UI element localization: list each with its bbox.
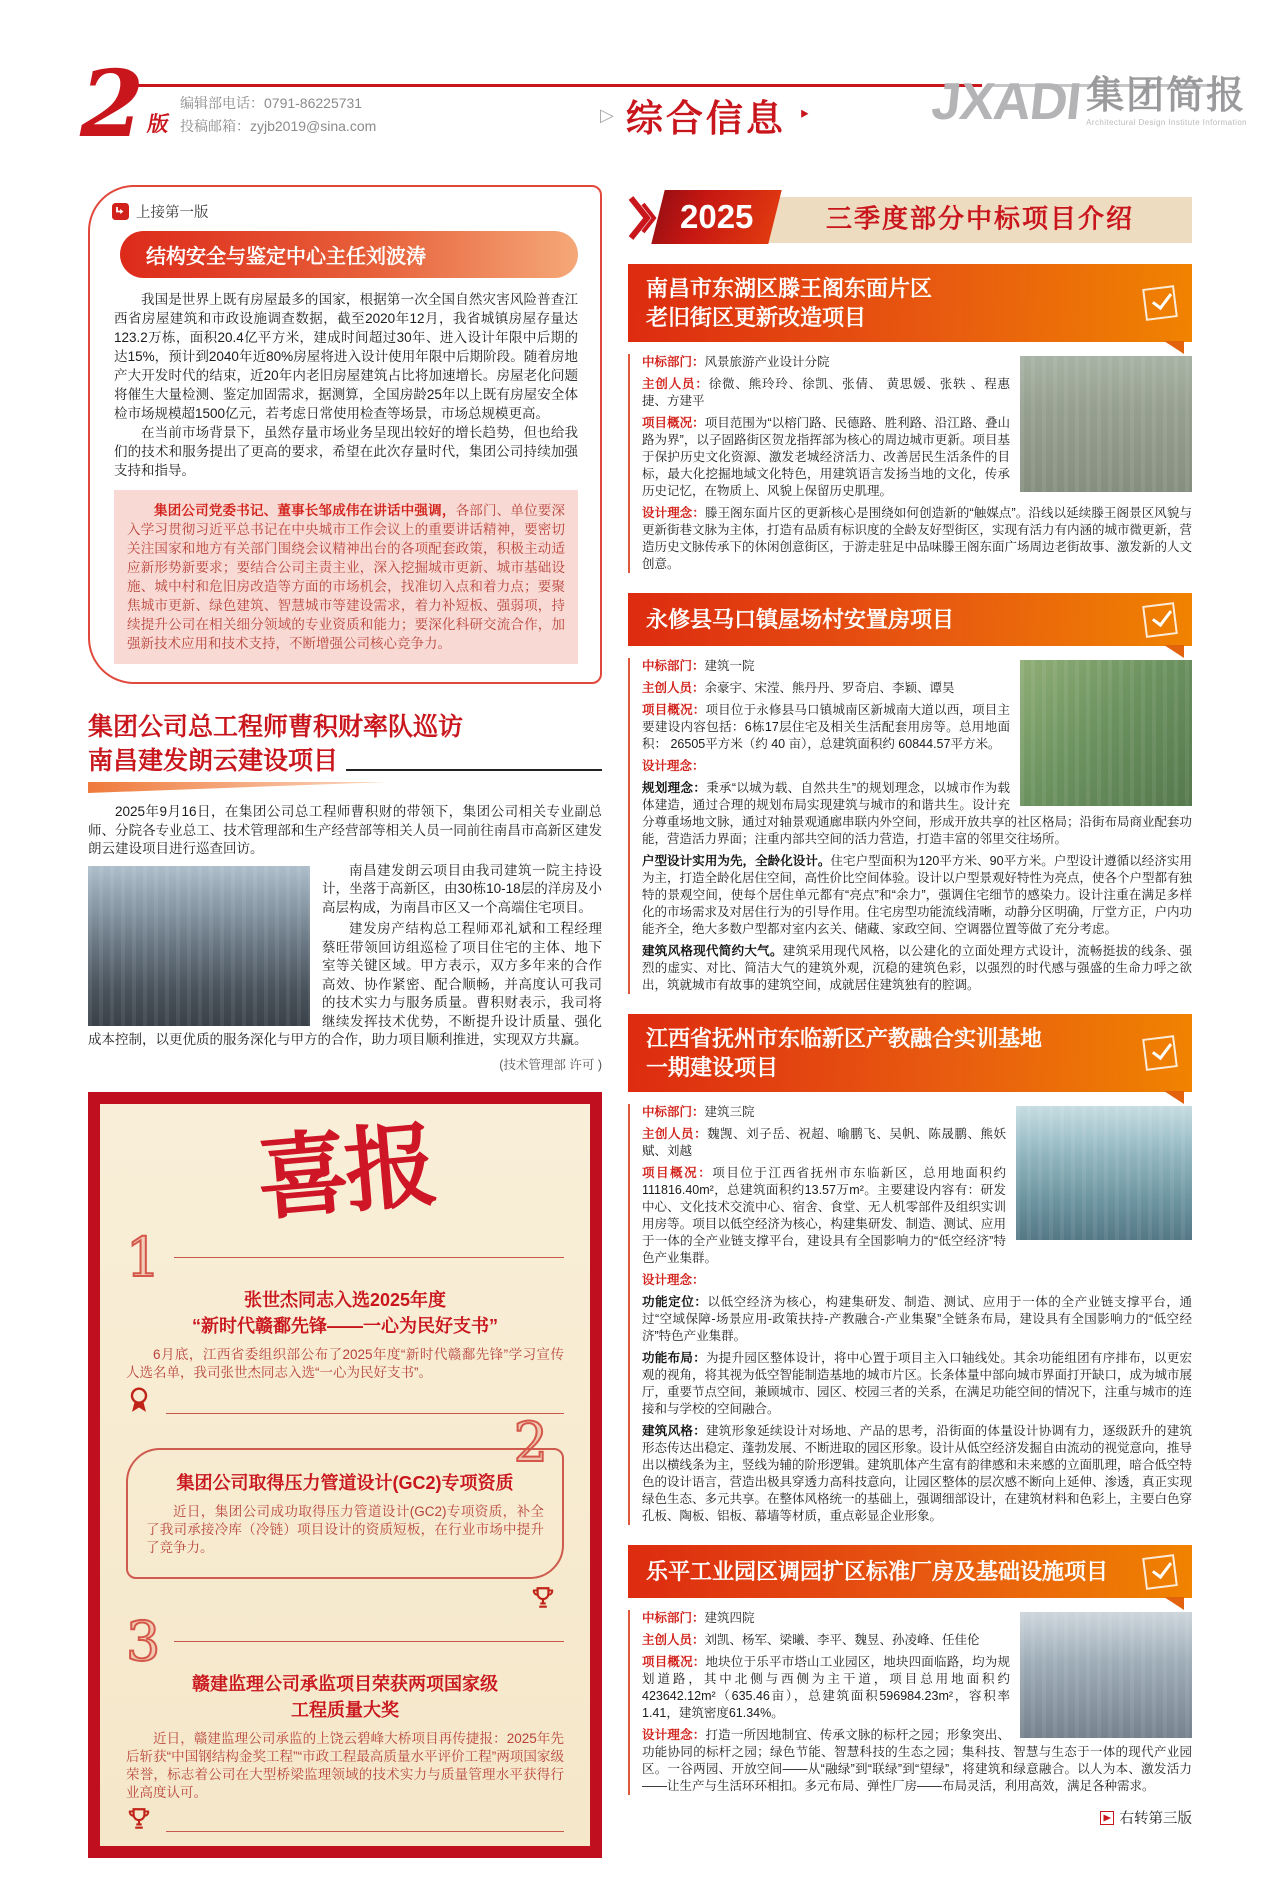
year-badge [651, 190, 782, 244]
article2-byline: (技术管理部 许可 ) [499, 1057, 602, 1072]
item-number: 2 [513, 1410, 548, 1474]
checkbox-icon [1142, 602, 1178, 638]
project3-concept-text: 为提升园区整体设计，将中心置于项目主入口轴线处。其余功能组团有序排布，以更宏观的视角，将其视为低空智能制造基地的城市片区。长条体量中部向城市界面打开缺口，成为城市展厅，重要节点空间，兼顾城市、园区、校园三者的关系，在满足功能空间的情况下，注重与城市的连接和与学校的空间融合。 [642, 1351, 1193, 1416]
triangle-icon: ▷ [600, 104, 614, 125]
concept-sublead: 建筑风格： [642, 1424, 706, 1438]
dept-label: 中标部门： [642, 1611, 705, 1625]
team-label: 主创人员： [642, 1127, 708, 1141]
project1-concept: 滕王阁东面片区的更新核心是围绕如何创造新的“触媒点”。沿线以延续滕王阁景区风貌与更新街巷文脉为主体，打造有品质有标识度的全龄友好型街区，实现有活力有内涵的城市微更新，营造历史文脉传承下的休闲创意街区，于游走驻足中品味滕王阁东面广场周边老街故事、激发新的人文创意。 [642, 506, 1193, 571]
concept-sublead: 功能布局： [642, 1351, 706, 1365]
article2-paragraph: 南昌建发朗云项目由我司建筑一院主持设计，坐落于高新区，由30栋10-18层的洋房及小高层构成，为南昌市区又一个高端住宅项目。 [322, 862, 602, 915]
item3-title-line1: 赣建监理公司承监项目荣获两项国家级 [192, 1673, 498, 1694]
concept-label: 设计理念： [642, 1728, 706, 1742]
project3-banner [628, 1014, 1192, 1092]
item1-number-row [126, 1225, 564, 1289]
item2-title: 集团公司取得压力管道设计(GC2)专项资质 [176, 1472, 514, 1493]
site-visit-photo [88, 866, 310, 1026]
project3-title-line2: 一期建设项目 [646, 1055, 779, 1080]
section-title-mark-icon: ‣ [797, 102, 811, 127]
email-label: 投稿邮箱： [180, 118, 250, 134]
project2-concept-text: 住宅户型面积为120平方米、90平方米。户型设计遵循以经济实用为主，打造全龄化居住空间，高性价比空间体验。设计以户型景观好特性为亮点，使各个户型都有独特的景观空间，使每个居住单元都有“亮点”和“余力”，强调住宅细节的感染力。设计注重在满足多样化的市场需求及对居住行为的引导作用。住宅房型功能流线清晰，动静分区明确，厅堂方正，户内功能齐全，绝大多数户型都对室内玄关、储藏、家政空间、空调器位置等做了充分考虑。 [642, 854, 1193, 936]
return-arrow-icon [112, 203, 129, 220]
item3-body: 近日，赣建监理公司承监的上饶云碧峰大桥项目再传捷报：2025年先后斩获“中国钢结构金奖工程”“市政工程最高质量水平评价工程”两项国家级荣誉，标志着公司在大型桥梁监理领域的技术实力与质量管理水平获得行业高度认可。 [126, 1730, 564, 1800]
project4-dept: 建筑四院 [704, 1611, 755, 1625]
concept-sublead: 建筑风格现代简约大气。 [642, 944, 783, 958]
divider-rule [166, 1413, 564, 1414]
submission-email-line [180, 115, 376, 138]
project1-info [628, 354, 1192, 573]
right-column [628, 190, 1192, 1828]
article2-title-line2: 南昌建发朗云建设项目 [88, 747, 339, 775]
project2-dept: 建筑一院 [704, 659, 755, 673]
year-text: 2025 [680, 198, 754, 235]
concept-label: 设计理念： [642, 1273, 705, 1287]
good-news-item-2 [126, 1410, 564, 1579]
article1-paragraph: 我国是世界上既有房屋最多的国家，根据第一次全国自然灾害风险普查江西省房屋建筑和市政设施调查数据，截至2020年12月，我省城镇房屋存量达123.2万栋，面积20.4亿平方米，建成时间超过30年、进入设计年限中后期的达15%，预计到2040年近80%房屋将进入设计使用年限中后期阶段。随着房地产大开发时代的结束，近20年内老旧房屋建筑占比将加速增长。房屋老化问题将催生大量检测、鉴定加固需求，据测算，全国房龄25年以上既有房屋安全体检市场规模超1500亿元，若考虑日常使用检查等场景，市场总规模更高。 [114, 292, 578, 421]
concept-label: 设计理念： [642, 506, 705, 520]
team-label: 主创人员： [642, 681, 705, 695]
project4-concept: 打造一所因地制宜、传承文脉的标杆之园；形象突出、功能协同的标杆之园；绿色节能、智慧科技的生态之园；集科技、智慧与生态于一体的现代产业园区。一谷两园、开放空间——从“融绿”到“联绿”到“望绿”，将建筑和绿意融合。以人为本、激发活力——让生产与生活环环相扣。多元布局、弹性厂房——布局灵活，利用高效，满足各种需求。 [642, 1728, 1192, 1793]
project4-info [628, 1610, 1192, 1795]
dept-label: 中标部门： [642, 659, 705, 673]
divider-rule [174, 1257, 564, 1258]
pointing-hand-icon [1100, 1811, 1114, 1825]
overview-label: 项目概况： [642, 1655, 706, 1669]
project2-title: 永修县马口镇屋场村安置房项目 [646, 607, 955, 632]
article2-title-line1: 集团公司总工程师曹积财率队巡访 [88, 713, 464, 741]
phone-value: 0791-86225731 [264, 95, 363, 111]
quote-body: 各部门、单位要深入学习贯彻习近平总书记在中央城市工作会议上的重要讲话精神，要密切关注国家和地方有关部门围绕会议精神出台的各项配套政策，积极主动适应新形势新要求；要结合公司主责主业，深入挖掘城市更新、城市基础设施、城中村和危旧房改造等方面的市场机会，找准切入点和着力点；要聚焦城市更新、绿色建筑、智慧城市等建设需求，着力补短板、强弱项，持续提升公司在相关细分领域的专业资质和能力；要深化科研交流合作，加强新技术应用和技术支持，不断增强公司核心竞争力。 [127, 503, 566, 651]
logo-jxadi-text: JXADI [928, 73, 1084, 131]
project1-title-line1: 南昌市东湖区滕王阁东面片区 [646, 276, 933, 301]
project3-overview: 项目位于江西省抚州市东临新区，总用地面积约111816.40m²，总建筑面积约13.57万m²。主要建设内容有：研发中心、文化技术交流中心、宿舍、食堂、无人机零部件及组织实训用房等。项目以低空经济为核心，构建集研发、制造、测试、应用于一体的全产业链支撑平台，建设具有全国影响力的“低空经济”特色产业集群。 [642, 1166, 1006, 1265]
bid-projects-header [628, 190, 1192, 244]
item3-number-row [126, 1609, 564, 1673]
turn-to-page-three-label: 右转第三版 [1119, 1811, 1192, 1827]
project1-dept: 风景旅游产业设计分院 [704, 355, 830, 369]
good-news-title: 喜报 [252, 1110, 438, 1234]
project1-title-line2: 老旧街区更新改造项目 [646, 305, 867, 330]
quote-lead: 集团公司党委书记、董事长邹成伟在讲话中强调， [154, 503, 456, 518]
good-news-board [88, 1092, 602, 1858]
masthead-logo [928, 73, 1248, 131]
team-label: 主创人员： [642, 377, 709, 391]
article2-paragraph: 建发房产结构总工程师邓礼斌和工程经理蔡旺带领回访组巡检了项目住宅的主体、地下室等关键区域。甲方表示，双方多年来的合作高效、协作紧密、配合顺畅，并高度认可我司的技术实力与服务质量。曹积财表示，我司将继续发挥技术优势，不断提升设计质量、强化成本控制，以更优质的服务深化与甲方的合作，助力项目顺利推进，实现双方共赢。 [88, 921, 602, 1047]
project4-photo [1020, 1612, 1192, 1738]
item3-title-line2: 工程质量大奖 [291, 1699, 399, 1720]
trophy-icon [126, 1806, 152, 1832]
trophy-icon [530, 1585, 556, 1611]
item2-trophy-row [126, 1585, 556, 1611]
concept-sublead: 功能定位： [642, 1295, 708, 1309]
item2-body: 近日，集团公司成功取得压力管道设计(GC2)专项资质，补全了我司承接冷库（冷链）项目设计的资质短板，在行业市场中提升了竞争力。 [146, 1503, 544, 1555]
item1-title [126, 1287, 564, 1339]
title-swoosh-decoration [88, 782, 388, 793]
item1-body: 6月底，江西省委组织部公布了2025年度“新时代赣鄱先锋”学习宣传人选名单，我司张世杰同志入选“一心为民好支书”。 [126, 1346, 564, 1380]
good-news-item-3 [126, 1609, 564, 1832]
project2-concept-text: 建筑采用现代风格，以公建化的立面处理方式设计，流畅挺拔的线条、强烈的虚实、对比、简洁大气的建筑外观，沉稳的建筑色彩，以强烈的时代感与强盛的生命力呼之欲出，筑就城市有故事的建筑空间，成就居住建筑独有的腔调。 [642, 944, 1192, 992]
project4-team: 刘凯、杨军、梁曦、李平、魏昱、孙凌峰、任佳伦 [704, 1633, 980, 1647]
project3-dept: 建筑三院 [704, 1105, 755, 1119]
continued-article-box [88, 185, 602, 684]
good-news-item-1 [126, 1225, 564, 1414]
title-underline [346, 769, 602, 771]
article2-body [88, 803, 602, 1074]
project3-concept-text: 建筑形象延续设计对场地、产品的思考，沿街面的体量设计协调有力，逐级跃升的建筑形态传达出稳定、蓬勃发展、不断进取的园区形象。设计从低空经济发掘自由流动的视觉意向，推导出以横线条为主，竖线为辅的阶形逻辑。建筑肌体产生富有韵律感和未来感的立面肌理，暗合低空特色的设计语言，营造出极具穿透力高科技意向，让园区整体的层次感不断向上延伸、渗透，真正实现绿色生态、多元共享。在整体风格统一的基础上，强调细部设计，在建筑材料和色彩上，主要白色穿孔板、陶板、铝板、幕墙等材质，重点彰显企业形象。 [642, 1424, 1193, 1523]
concept-label: 设计理念： [642, 759, 705, 773]
project2-overview: 项目位于永修县马口镇城南区新城南大道以西，项目主要建设内容包括：6栋17层住宅及相关生活配套用房等。总用地面积： 26505平方米（约 40 亩），总建筑面积约 60844.57平方米。 [642, 703, 1010, 751]
article2-paragraph: 2025年9月16日，在集团公司总工程师曹积财的带领下，集团公司相关专业副总师、分院各专业总工、技术管理部和生产经营部等相关人员一同前往南昌市高新区建发朗云建设项目进行巡查回访。 [88, 804, 602, 856]
project1-overview: 项目范围为“以榕门路、民德路、胜利路、沿江路、叠山路为界”，以子固路街区贺龙指挥部为核心的周边城市更新。项目基于保护历史文化资源、激发老城经济活力、改善居民生活条件的目标，最大化挖掘地域文化特色，用建筑语言发扬当地的文化，传承历史记忆，在物质上、风貌上保留历史肌理。 [642, 416, 1010, 498]
speaker-banner: 结构安全与鉴定中心主任刘波涛 [120, 231, 578, 278]
divider-rule [174, 1641, 564, 1642]
project2-photo [1020, 660, 1192, 806]
dept-label: 中标部门： [642, 1105, 705, 1119]
logo-cn-wrap [1086, 76, 1247, 127]
page-number-label: 版 [145, 113, 171, 136]
medal-icon [126, 1386, 152, 1414]
item1-title-line1: 张世杰同志入选2025年度 [243, 1289, 447, 1310]
chairman-quote-box [114, 490, 578, 664]
project2-concept-text: 秉承“以城为载、自然共生”的规划理念，以城市作为载体建造，通过合理的规划布局实现建筑与城市的和谐共生。设计充分尊重场地文脉，通过对轴景观通廊串联内外空间，形成开放共享的社区格局；沿街布局商业配套功能，营造活力界面；注重内部共空间的活力营造，打造丰富的邻里交往场所。 [642, 781, 1193, 846]
project3-concept-text: 以低空经济为核心，构建集研发、制造、测试、应用于一体的全产业链支撑平台，通过“空域保障-场景应用-政策扶持-产教融合-产业集聚”全链条布局，建设具有全国影响力的“低空经济”特色产业集群。 [642, 1295, 1192, 1343]
section-header [600, 88, 811, 142]
logo-subtitle: Architectural Design Institute Information [1086, 117, 1248, 127]
project3-team: 魏觊、刘子岳、祝超、喻鹏飞、吴帆、陈晟鹏、熊妖赋、刘越 [642, 1127, 1006, 1158]
project1-photo [1020, 356, 1192, 492]
project1-team: 徐微、熊玲玲、徐凯、张倩、 黄思媛、张轶 、程惠捷、方建平 [642, 377, 1010, 408]
page-number: 2 [80, 50, 145, 158]
bid-projects-title: 三季度部分中标项目介绍 [826, 203, 1135, 234]
project2-team: 余豪宇、宋滢、熊丹丹、罗奇启、李颖、谭昊 [704, 681, 955, 695]
concept-sublead: 户型设计实用为先，全龄化设计。 [642, 854, 831, 868]
turn-to-page-three [628, 1807, 1192, 1828]
header-rule-red [126, 84, 982, 87]
project4-overview: 地块位于乐平市塔山工业园区，地块四面临路，均为规划道路，其中北侧与西侧为主干道，项目总用地面积约 423642.12m²（635.46亩），总建筑面积596984.23m²，容积率1.41，建筑密度61.34%。 [642, 1655, 1010, 1720]
item1-title-line2: “新时代赣鄱先锋——一心为民好支书” [192, 1315, 498, 1336]
concept-sublead: 规划理念： [642, 781, 707, 795]
project4-title: 乐平工业园区调园扩区标准厂房及基础设施项目 [646, 1559, 1109, 1584]
item3-title [126, 1671, 564, 1723]
email-value: zyjb2019@sina.com [250, 118, 377, 134]
team-label: 主创人员： [642, 1633, 705, 1647]
project3-info [628, 1104, 1192, 1525]
checkbox-icon [1142, 1554, 1178, 1590]
article2-title-line2-row [88, 744, 602, 778]
project1-banner [628, 264, 1192, 342]
left-column [88, 185, 602, 1858]
checkbox-icon [1142, 285, 1178, 321]
article1-paragraph: 在当前市场背景下，虽然存量市场业务呈现出较好的增长趋势，但也给我们的技术和服务提出了更高的要求，希望在此次存量时代，集团公司持续加强支持和指导。 [114, 425, 578, 478]
item-number: 1 [126, 1225, 161, 1289]
overview-label: 项目概况： [642, 416, 705, 430]
overview-label: 项目概况： [642, 1166, 713, 1180]
project2-banner [628, 593, 1192, 646]
dept-label: 中标部门： [642, 355, 705, 369]
inspection-article [88, 710, 602, 1074]
item-number: 3 [126, 1609, 161, 1673]
item1-footer-row [126, 1386, 564, 1414]
project4-banner [628, 1545, 1192, 1598]
project3-photo [1016, 1106, 1192, 1240]
section-title: 综合信息 [625, 98, 786, 139]
phone-label: 编辑部电话： [180, 95, 264, 111]
checkbox-icon [1142, 1035, 1178, 1071]
item3-footer-row [126, 1806, 564, 1832]
project3-title-line1: 江西省抚州市东临新区产教融合实训基地 [646, 1026, 1043, 1051]
overview-label: 项目概况： [642, 703, 706, 717]
contact-block [180, 92, 376, 138]
continued-from-page-one [112, 201, 580, 222]
logo-cn-text: 集团简报 [1086, 75, 1247, 117]
project2-info [628, 658, 1192, 994]
continued-label: 上接第一版 [136, 205, 209, 221]
divider-rule [166, 1831, 564, 1832]
editor-phone-line [180, 92, 376, 115]
